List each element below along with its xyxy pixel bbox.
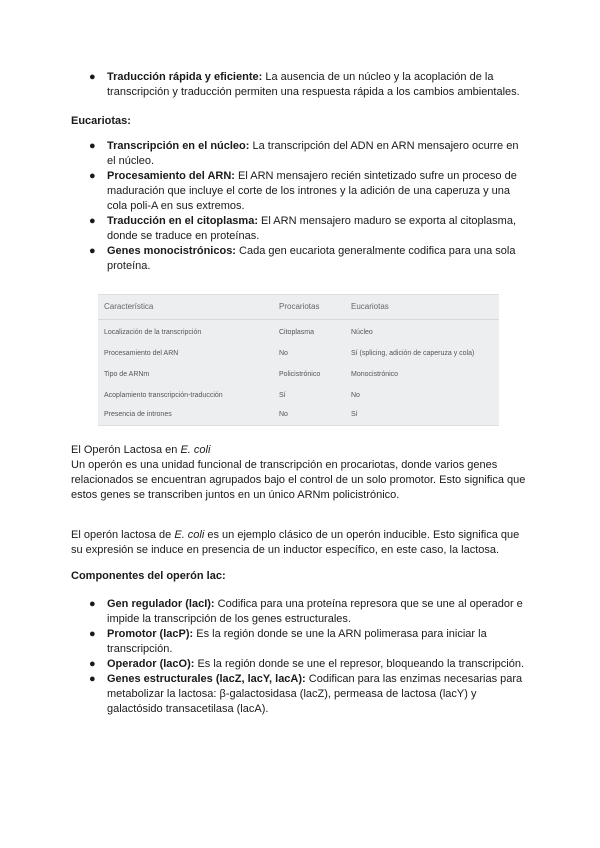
bullet-icon: ● — [89, 628, 96, 640]
bullet-icon: ● — [89, 71, 96, 83]
operon-intro-paragraph: Un operón es una unidad funcional de transcripción en procariotas, donde varios genes relacionados se encuentran agrupados bajo el control de un solo promotor. Esto significa que estos genes se transcriben juntos en un único ARNm policistrónico. — [71, 459, 526, 501]
list-item: ● Transcripción en el núcleo: La transcripción del ADN en ARN mensajero ocurre en el núcleo. — [89, 140, 519, 167]
bullet-icon: ● — [89, 245, 96, 257]
bullet-icon: ● — [89, 658, 96, 670]
list-item: ● Procesamiento del ARN: El ARN mensajero recién sintetizado sufre un proceso de maduración que incluye el corte de los intrones y la adición de una caperuza y una cola poli-A en sus extremos. — [89, 170, 517, 212]
bullet-icon: ● — [89, 170, 96, 182]
bullet-icon: ● — [89, 598, 96, 610]
bullet-icon: ● — [89, 140, 96, 152]
prokaryote-bullet-list — [0, 70, 600, 100]
table-row: Presencia de intrones No Sí — [104, 411, 358, 418]
operon-title: El Operón Lactosa en E. coli — [71, 444, 211, 456]
list-item: ● Genes monocistrónicos: Cada gen eucariota generalmente codifica para una sola proteína. — [89, 245, 516, 272]
bullet-icon: ● — [89, 673, 96, 685]
list-item: ● Genes estructurales (lacZ, lacY, lacA): Codifican para las enzimas necesarias para metabolizar la lactosa: β-galactosidasa (lacZ), permeasa de lactosa (lacY) y galactósido transacetilasa (lacA). — [89, 673, 523, 715]
eucariotas-heading: Eucariotas: — [71, 115, 131, 127]
list-item: ● Traducción en el citoplasma: El ARN mensajero maduro se exporta al citoplasma, donde se traduce en proteínas. — [89, 215, 517, 242]
eucariotas-bullet-list — [0, 139, 600, 274]
table-header-row: Característica Procariotas Eucariotas — [98, 295, 499, 320]
list-item: ● Gen regulador (lacI): Codifica para una proteína represora que se une al operador e impide la transcripción de los genes estructurales. — [89, 598, 523, 625]
components-bullet-list — [0, 597, 600, 717]
table-row: Tipo de ARNm Policistrónico Monocistrónico — [104, 371, 399, 378]
table-row: Acoplamiento transcripción-traducción Sí No — [104, 392, 360, 399]
operon-lac-paragraph: El operón lactosa de E. coli es un ejemplo clásico de un operón inducible. Esto significa que su expresión se induce en presencia de un inductor específico, en este caso, la lactosa. — [71, 529, 520, 556]
components-heading: Componentes del operón lac: — [71, 570, 226, 582]
table-row: Procesamiento del ARN No Sí (splicing, adición de caperuza y cola) — [104, 350, 475, 357]
table-row: Localización de la transcripción Citoplasma Núcleo — [104, 329, 373, 336]
comparison-table — [98, 294, 499, 426]
list-item: ● Traducción rápida y eficiente: La ausencia de un núcleo y la acoplación de la transcripción y traducción permiten una respuesta rápida a los cambios ambientales. — [89, 71, 520, 98]
list-item: ● Promotor (lacP): Es la región donde se une la ARN polimerasa para iniciar la transcripción. — [89, 628, 487, 655]
bullet-icon: ● — [89, 215, 96, 227]
list-item: ● Operador (lacO): Es la región donde se une el represor, bloqueando la transcripción. — [89, 658, 525, 670]
